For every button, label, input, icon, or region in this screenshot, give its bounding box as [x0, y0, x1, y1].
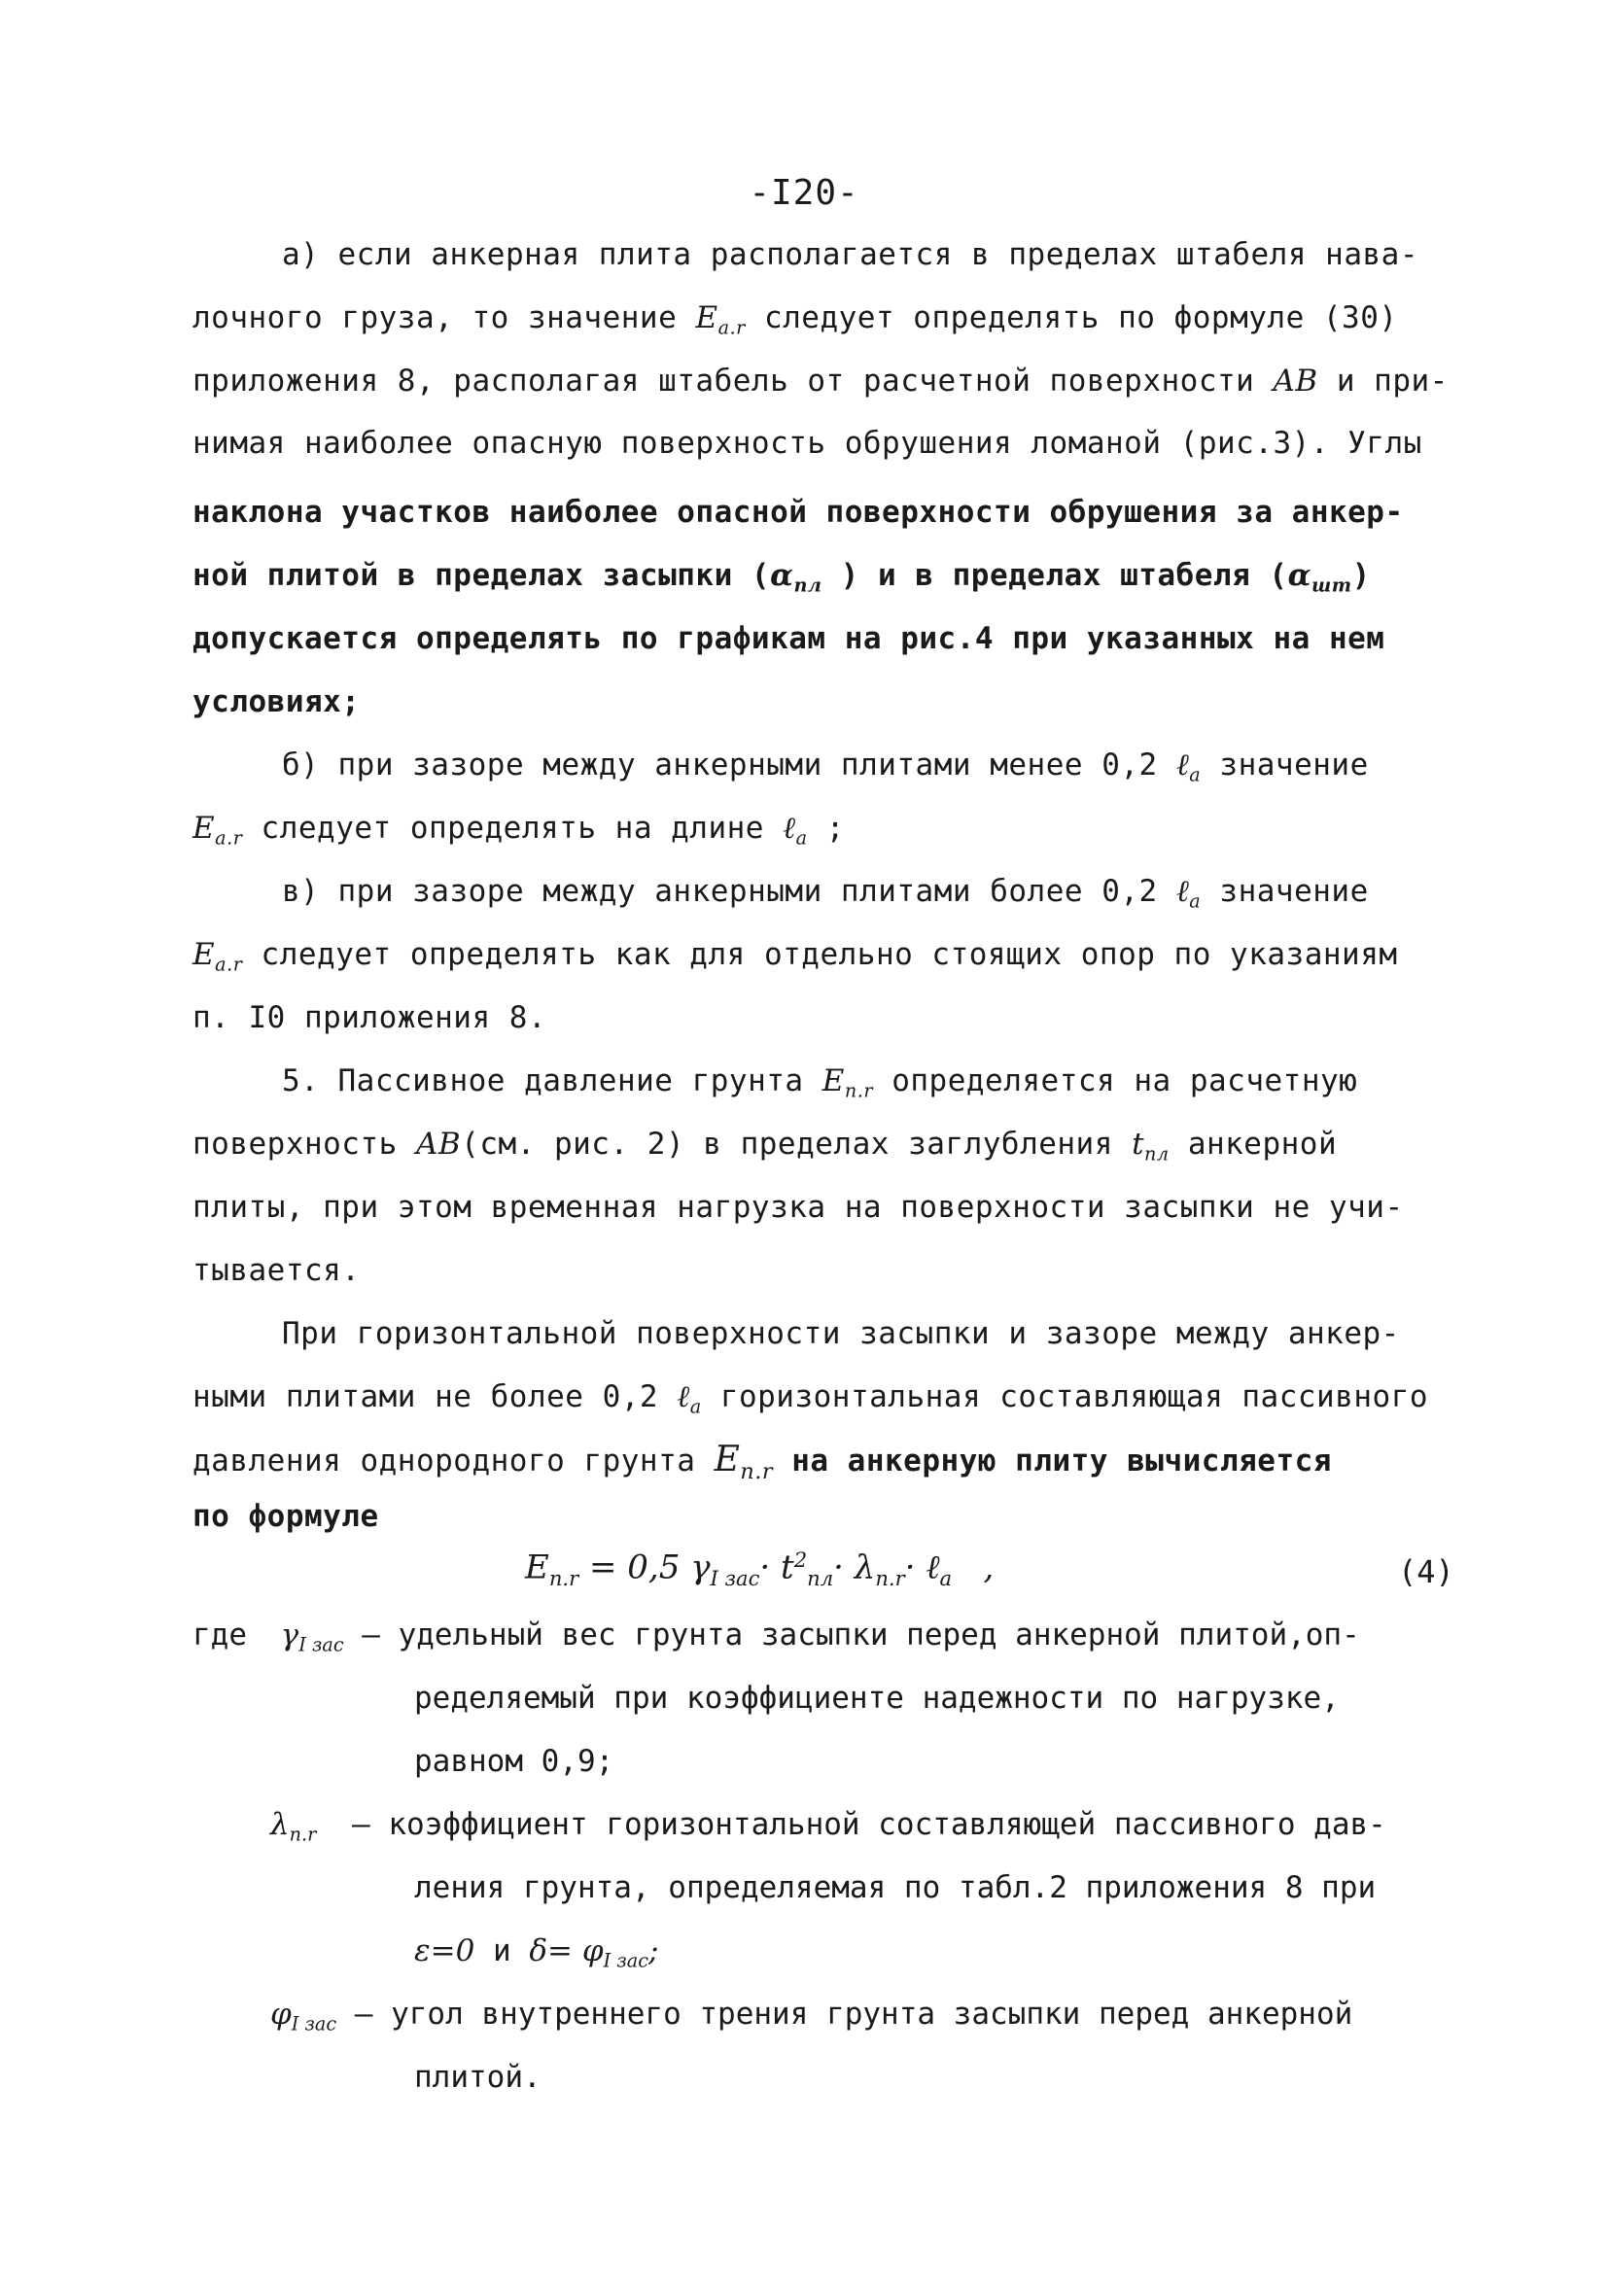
symbol-lambda: $\lambda_{п.r}$ [270, 1807, 317, 1846]
where-definition-lambda: $\lambda_{п.r}$ – коэффициент горизонтальной составляющей пассивного дав- [270, 1807, 1386, 1846]
text-span: ной плитой в пределах засыпки ( [192, 558, 771, 593]
page-number: -I20- [749, 173, 859, 213]
text-line [282, 872, 1369, 922]
text-line [192, 935, 1398, 985]
text-line [282, 235, 1418, 274]
where-definition-gamma: где $\gamma_{I зас}$ – удельный вес грунта засыпки перед анкерной плитой,оп- [192, 1618, 1360, 1656]
formula-4: $E_{п.r} = 0,5$ $\gamma_{I зас}\cdot t^2_{пл}\cdot \lambda_{п.r}\cdot$ ℓ$_a$ , [525, 1548, 995, 1590]
definition-text: удельный вес грунта засыпки перед анкерной плитой,оп- [398, 1618, 1360, 1652]
text-line [192, 1125, 1337, 1174]
text-span: давления однородного грунта [192, 1444, 696, 1478]
symbol-gamma-zas: $\gamma_{I зас}$ [280, 1618, 344, 1656]
definition-text: ределяемый при коэффициенте надежности по нагрузке, [414, 1681, 1340, 1716]
definition-text: угол внутреннего трения грунта засыпки перед анкерной [391, 1997, 1353, 2032]
text-span: плиты, при этом временная нагрузка на поверхности засыпки не учи- [192, 1190, 1404, 1225]
text-line [192, 809, 845, 858]
text-line [192, 1188, 1404, 1227]
text-line [192, 424, 1422, 463]
text-span: ными плитами не более 0,2 [192, 1379, 659, 1414]
formula-number: (4) [1398, 1553, 1454, 1590]
text-span: п. I0 приложения 8. [192, 1000, 547, 1035]
definition-text: плитой. [414, 2060, 542, 2095]
text-line [192, 1251, 360, 1290]
definition-text: равном 0,9; [414, 1744, 614, 1779]
where-definition-phi: $\varphi_{I зас}$ – угол внутреннего трения грунта засыпки перед анкерной [270, 1997, 1353, 2035]
text-line [192, 1377, 1428, 1427]
text-span: б) при зазоре между анкерными плитами менее 0,2 [282, 748, 1158, 783]
text-span: ; [825, 811, 845, 846]
where-label: где [192, 1618, 247, 1652]
text-line [192, 362, 1449, 400]
text-line [192, 556, 1371, 606]
definition-text: ления грунта, определяемая по табл.2 приложения 8 при [414, 1870, 1377, 1905]
symbol-AB: AB [1273, 364, 1318, 399]
text-span: значение [1219, 748, 1369, 783]
text-line [192, 1497, 379, 1536]
text-span: (см. рис. 2) в пределах заглубления [461, 1127, 1113, 1162]
text-span: поверхность [192, 1127, 398, 1162]
symbol-alpha-pl: $\alpha_{пл}$ [770, 558, 822, 597]
symbol-l-a: ℓ$_a$ [1175, 748, 1202, 786]
text-span: допускается определять по графикам на рис.4 при указанных на нем [192, 621, 1385, 656]
symbol-l-a: ℓ$_a$ [1175, 874, 1202, 913]
text-span: а) если анкерная плита располагается в пределах штабеля нава- [282, 237, 1418, 272]
symbol-alpha-sht: $\alpha_{шт}$ [1287, 558, 1352, 597]
text-span: нимая наиболее опасную поверхность обрушения ломаной (рис.3). Углы [192, 426, 1422, 461]
definition-condition: ε=0 и $\delta= \varphi_{I зас}$; [414, 1933, 659, 1972]
text-span: значение [1219, 874, 1369, 909]
symbol-l-a: ℓ$_a$ [677, 1379, 702, 1418]
text-span: следует определять как для отдельно стоящих опор по указаниям [261, 937, 1398, 972]
text-span: определяется на расчетную [891, 1063, 1358, 1098]
text-span: лочного груза, то значение [192, 300, 678, 335]
text-line [282, 746, 1369, 795]
symbol-phi-zas: $\varphi_{I зас}$ [270, 1997, 337, 2035]
symbol-t-pl: $t_{пл}$ [1132, 1127, 1170, 1165]
text-line [192, 1441, 1332, 1491]
text-span: наклона участков наиболее опасной поверхности обрушения за анкер- [192, 495, 1404, 530]
symbol-E-n: $E_{п.r}$ [821, 1063, 874, 1102]
text-span: 5. Пассивное давление грунта [282, 1063, 804, 1098]
text-span: тывается. [192, 1253, 361, 1288]
text-span: по формуле [192, 1499, 379, 1534]
symbol-E-n: $E_{п.r}$ [714, 1440, 774, 1484]
text-line [192, 493, 1404, 532]
symbol-E: $E_{a.r}$ [192, 937, 243, 976]
text-line [282, 1314, 1400, 1353]
symbol-E: $E_{a.r}$ [192, 811, 243, 850]
text-span: При горизонтальной поверхности засыпки и зазоре между анкер- [282, 1316, 1400, 1351]
text-span: на анкерную плиту вычисляется [791, 1444, 1332, 1478]
text-line [192, 682, 360, 721]
symbol-l-a: ℓ$_a$ [783, 811, 808, 850]
text-span: анкерной [1187, 1127, 1338, 1162]
text-span: в) при зазоре между анкерными плитами более 0,2 [282, 874, 1158, 909]
text-line [192, 998, 546, 1037]
symbol-E: $E_{a.r}$ [695, 300, 746, 339]
text-line [192, 619, 1384, 658]
text-span: следует определять на длине [261, 811, 764, 846]
text-line [192, 298, 1398, 348]
text-span: условиях; [192, 684, 361, 719]
text-span: ) и в пределах штабеля ( [840, 558, 1288, 593]
text-span: следует определять по формуле (30) [763, 300, 1398, 335]
symbol-AB: AB [415, 1127, 462, 1162]
text-span: и при- [1336, 364, 1449, 399]
text-line [282, 1061, 1357, 1111]
definition-text: коэффициент горизонтальной составляющей пассивного дав- [388, 1807, 1386, 1842]
text-span: ) [1351, 558, 1371, 593]
text-span: горизонтальная составляющая пассивного [719, 1379, 1429, 1414]
text-span: приложения 8, располагая штабель от расчетной поверхности [192, 364, 1255, 399]
